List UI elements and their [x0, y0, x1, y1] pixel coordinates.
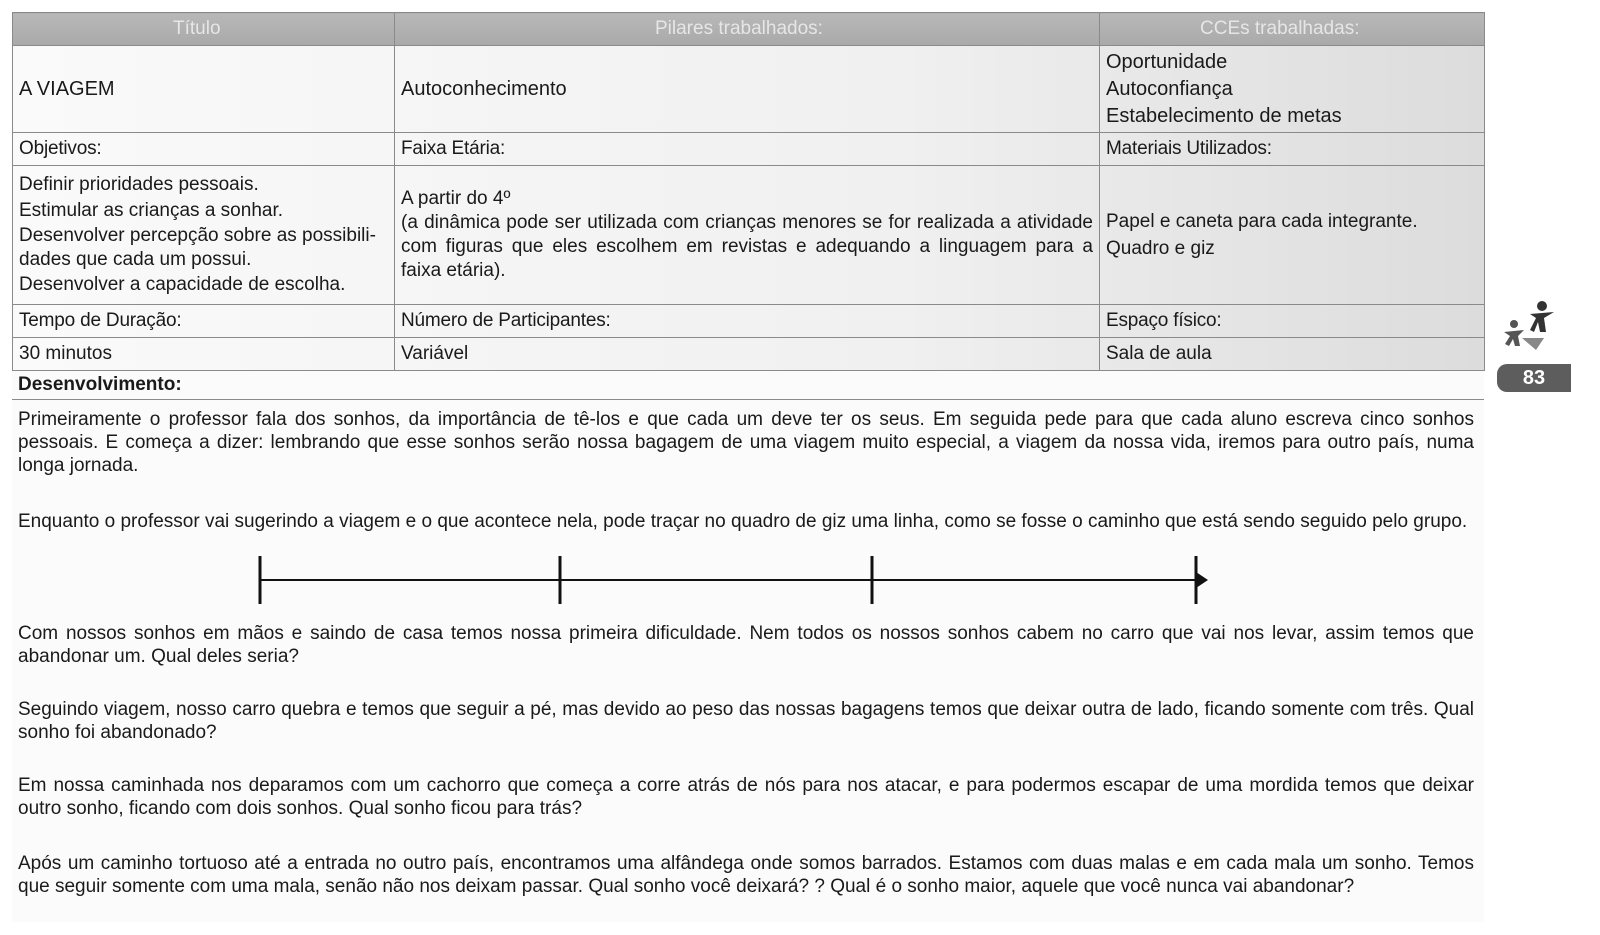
header-pillars: Pilares trabalhados: — [395, 13, 1100, 46]
age-range-label: Faixa Etária: — [395, 133, 1100, 166]
page-number: 83 — [1497, 364, 1571, 392]
objective-item: Definir prioridades pessoais. — [19, 174, 259, 195]
activity-plan-table — [12, 12, 1485, 371]
material-item: Papel e caneta para cada integrante. — [1106, 211, 1418, 232]
pillar-value: Autoconhecimento — [395, 46, 1100, 133]
participants-label: Número de Participantes: — [395, 305, 1100, 338]
duration-label: Tempo de Duração: — [13, 305, 395, 338]
objective-item: Estimular as crianças a sonhar. — [19, 200, 284, 221]
objectives-label: Objetivos: — [13, 133, 395, 166]
details-row — [13, 166, 1485, 305]
material-item: Quadro e giz — [1106, 238, 1215, 259]
age-range-line1: A partir do 4º — [401, 188, 511, 209]
timeline-arrow-icon — [250, 552, 1230, 612]
materials-label: Materiais Utilizados: — [1100, 133, 1485, 166]
paragraph: Seguindo viagem, nosso carro quebra e temos que seguir a pé, mas devido ao peso das nossas bagagens temos que deixar outra de lado, ficando somente com três. Qual sonho foi abandonado? — [18, 699, 1474, 743]
cce-item: Estabelecimento de metas — [1106, 104, 1342, 127]
title-row — [13, 46, 1485, 133]
paragraph: Em nossa caminhada nos deparamos com um cachorro que começa a corre atrás de nós para nos atacar, e para podermos escapar de uma mordida temos que deixar outro sonho, ficando com dois sonhos. Qual sonho ficou para trás? — [18, 775, 1474, 819]
header-cces: CCEs trabalhadas: — [1100, 13, 1485, 46]
header-title: Título — [13, 13, 395, 46]
participants-value: Variável — [395, 338, 1100, 371]
labels-row-2 — [13, 305, 1485, 338]
cce-item: Oportunidade — [1106, 50, 1228, 73]
table-header-row — [13, 13, 1485, 46]
age-range-value — [395, 166, 1100, 305]
cce-item: Autoconfiança — [1106, 77, 1233, 100]
objective-item: Desenvolver a capacidade de escolha. — [19, 274, 346, 295]
space-label: Espaço físico: — [1100, 305, 1485, 338]
values-row-2 — [13, 338, 1485, 371]
paragraph: Após um caminho tortuoso até a entrada no outro país, encontramos uma alfândega onde somos barrados. Estamos com duas malas e em cada mala um sonho. Temos que seguir somente com uma mala, senão não nos deixam passar. Qual sonho você deixará? ? Qual é o sonho maior, aquele que você nunca vai abandonar? — [18, 853, 1474, 897]
children-figures-icon — [1500, 298, 1560, 358]
materials-list — [1100, 166, 1485, 305]
paragraph: Enquanto o professor vai sugerindo a viagem e o que acontece nela, pode traçar no quadro de giz uma linha, como se fosse o caminho que está sendo seguido pelo grupo. — [18, 511, 1468, 532]
cces-list — [1100, 46, 1485, 133]
objective-item: Desenvolver percepção sobre as possibili- — [19, 225, 376, 246]
objectives-list — [13, 166, 395, 305]
duration-value: 30 minutos — [13, 338, 395, 371]
divider — [12, 399, 1484, 400]
labels-row-1 — [13, 133, 1485, 166]
development-label: Desenvolvimento: — [18, 374, 182, 395]
space-value: Sala de aula — [1100, 338, 1485, 371]
activity-title: A VIAGEM — [13, 46, 395, 133]
objective-item: dades que cada um possui. — [19, 249, 252, 270]
paragraph: Primeiramente o professor fala dos sonhos, da importância de tê-los e que cada um deve ter os seus. Em seguida pede para que cada aluno escreva cinco sonhos pessoais. E começa a dizer: lembrando que esse sonhos serão nossa bagagem de uma viagem muito especial, a viagem da nossa vida, iremos para outro país, numa longa jornada. — [18, 409, 1474, 476]
paragraph: Com nossos sonhos em mãos e saindo de casa temos nossa primeira dificuldade. Nem todos os nossos sonhos cabem no carro que vai nos levar, assim temos que abandonar um. Qual deles seria? — [18, 623, 1474, 667]
age-range-note: (a dinâmica pode ser utilizada com crianças menores se for realizada a atividade com figuras que eles escolhem em revistas e adequando a linguagem para a faixa etária). — [401, 212, 1093, 281]
